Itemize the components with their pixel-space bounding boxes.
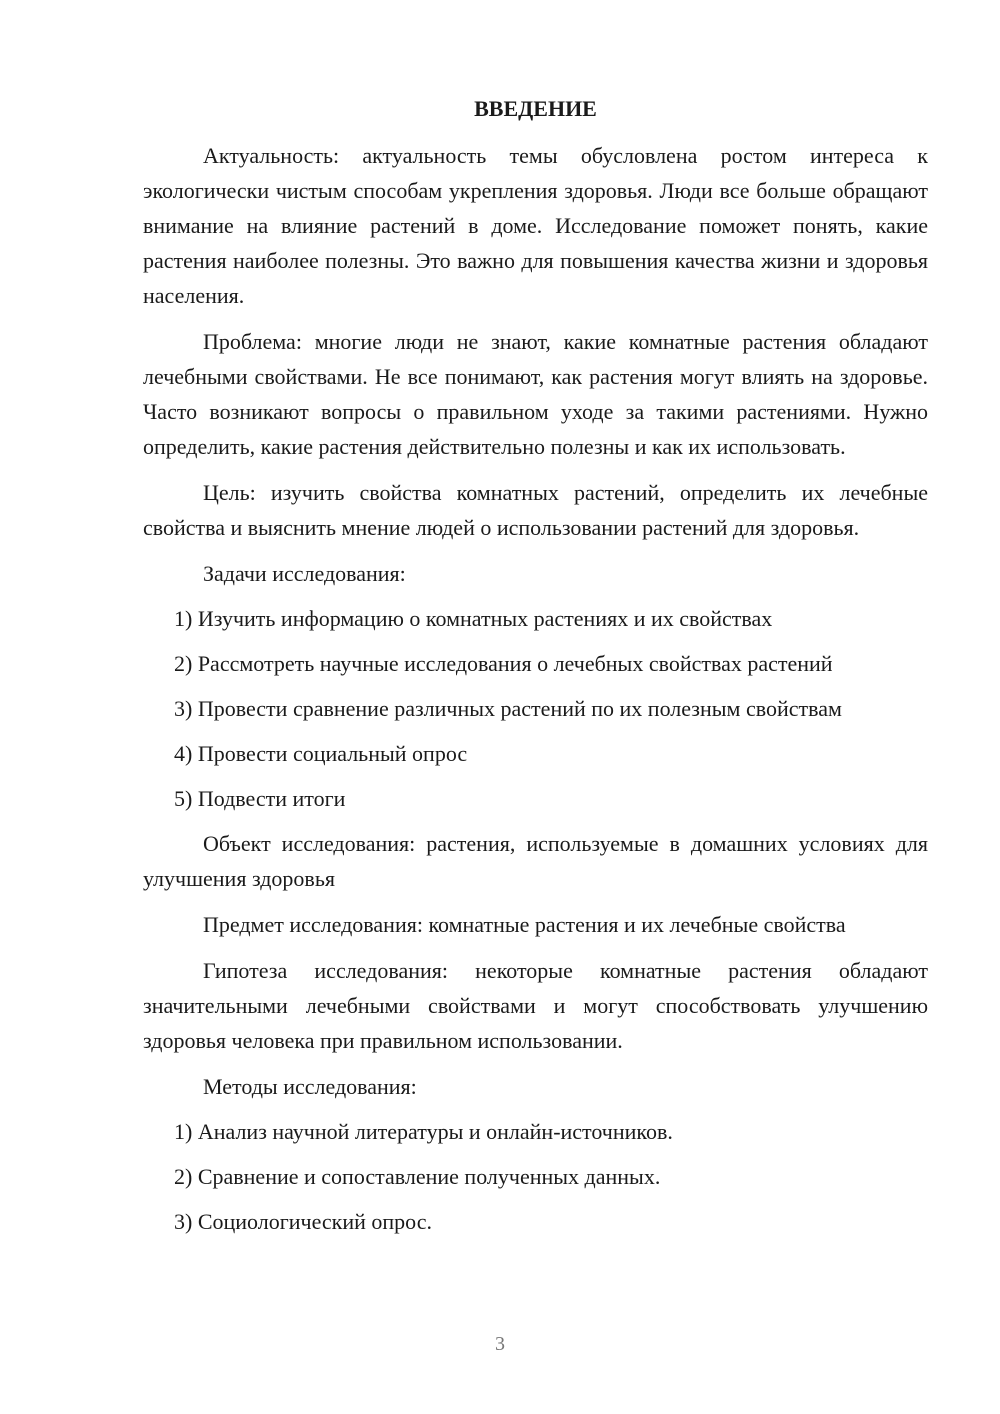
- tasks-list: [143, 601, 928, 816]
- task-item-2: 2) Рассмотреть научные исследования о лечебных свойствах растений: [174, 651, 833, 676]
- problem-paragraph: Проблема: многие люди не знают, какие комнатные растения обладают лечебными свойствами. Не все понимают, как растения могут влиять на здоровье. Часто возникают вопросы о правильном уходе за такими растениями. Нужно определить, какие растения действительно полезны и как их использовать.: [143, 329, 928, 459]
- method-item-3: 3) Социологический опрос.: [174, 1209, 432, 1234]
- method-item-1: 1) Анализ научной литературы и онлайн-источников.: [174, 1119, 673, 1144]
- methods-heading: Методы исследования:: [203, 1074, 417, 1099]
- goal-paragraph: Цель: изучить свойства комнатных растений, определить их лечебные свойства и выяснить мнение людей о использовании растений для здоровья.: [143, 480, 928, 540]
- method-item-2: 2) Сравнение и сопоставление полученных данных.: [174, 1164, 661, 1189]
- methods-list: [143, 1114, 928, 1239]
- task-item-3: 3) Провести сравнение различных растений по их полезным свойствам: [174, 696, 842, 721]
- object-paragraph: Объект исследования: растения, используемые в домашних условиях для улучшения здоровья: [143, 831, 928, 891]
- section-title: ВВЕДЕНИЕ: [474, 96, 597, 121]
- hypothesis-paragraph: Гипотеза исследования: некоторые комнатные растения обладают значительными лечебными свойствами и могут способствовать улучшению здоровья человека при правильном использовании.: [143, 958, 928, 1053]
- task-item-4: 4) Провести социальный опрос: [174, 741, 468, 766]
- page-number: 3: [495, 1333, 505, 1355]
- task-item-1: 1) Изучить информацию о комнатных растениях и их свойствах: [174, 606, 773, 631]
- tasks-heading: Задачи исследования:: [203, 561, 406, 586]
- subject-paragraph: Предмет исследования: комнатные растения и их лечебные свойства: [203, 912, 846, 937]
- task-item-5: 5) Подвести итоги: [174, 786, 346, 811]
- relevance-paragraph: Актуальность: актуальность темы обусловлена ростом интереса к экологически чистым способам укрепления здоровья. Люди все больше обращают внимание на влияние растений в доме. Исследование поможет понять, какие растения наиболее полезны. Это важно для повышения качества жизни и здоровья населения.: [143, 143, 928, 308]
- document-page: [143, 92, 928, 1249]
